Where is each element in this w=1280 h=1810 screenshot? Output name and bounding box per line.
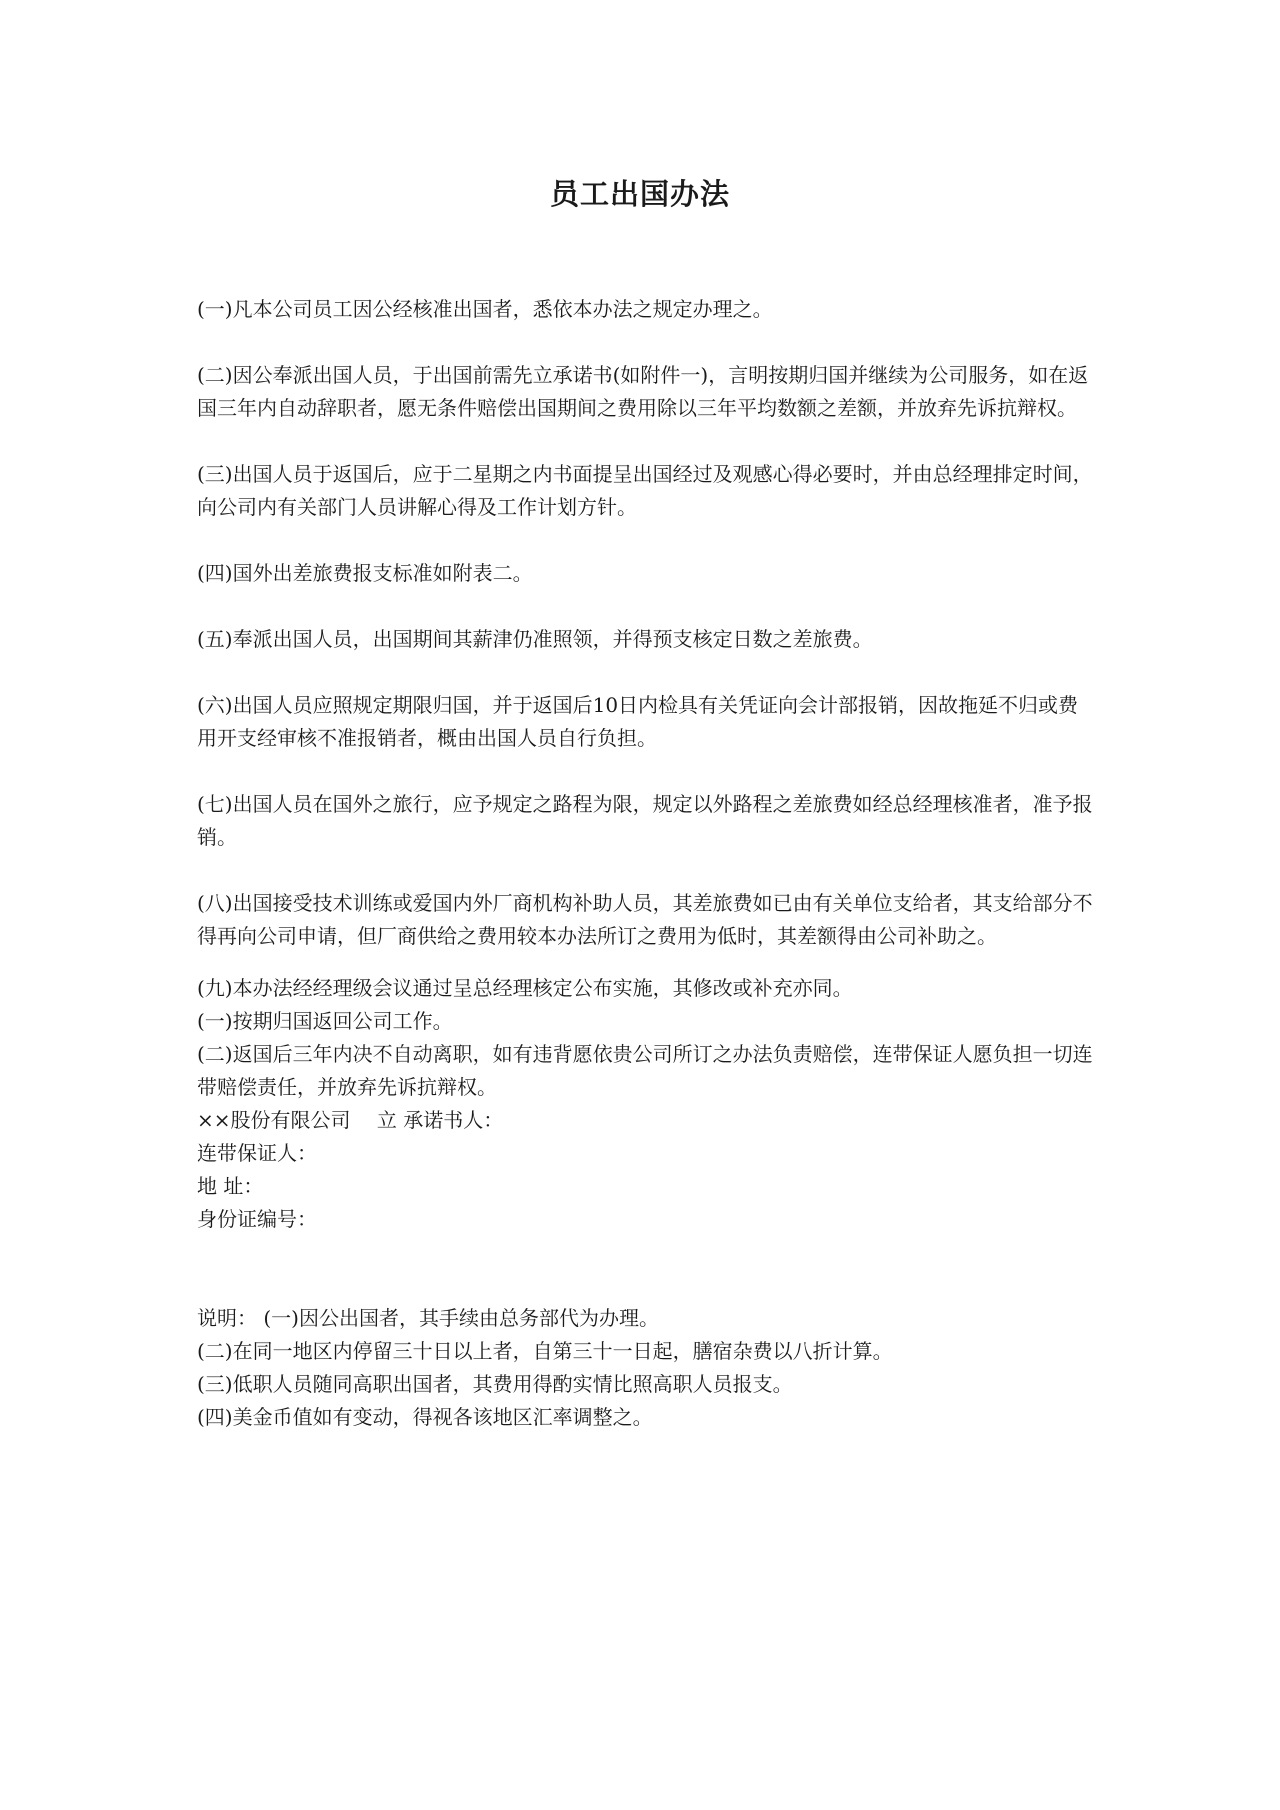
note-4: (四)美金币值如有变动，得视各该地区汇率调整之。: [197, 1405, 653, 1429]
id-number-line: 身份证编号：: [197, 1207, 317, 1231]
address-line: 地 址：: [197, 1174, 264, 1198]
document-title: 员工出国办法: [549, 177, 730, 211]
article-3: (三)出国人员于返国后，应于二星期之内书面提呈出国经过及观感心得必要时，并由总经理排定时间，向公司内有关部门人员讲解心得及工作计划方针。: [197, 462, 1093, 519]
commitment-item-2: (二)返国后三年内决不自动离职，如有违背愿依贵公司所订之办法负责赔偿，连带保证人愿负担一切连带赔偿责任，并放弃先诉抗辩权。: [197, 1042, 1093, 1099]
article-6: (六)出国人员应照规定期限归国，并于返国后10日内检具有关凭证向会计部报销，因故拖延不归或费用开支经审核不准报销者，概由出国人员自行负担。: [197, 693, 1079, 750]
note-3: (三)低职人员随同高职出国者，其费用得酌实情比照高职人员报支。: [197, 1372, 793, 1396]
note-1: 说明： (一)因公出国者，其手续由总务部代为办理。: [197, 1306, 659, 1330]
article-5: (五)奉派出国人员，出国期间其薪津仍准照领，并得预支核定日数之差旅费。: [197, 627, 873, 651]
signatory-line: ××股份有限公司 立 承诺书人：: [197, 1108, 504, 1132]
article-1: (一)凡本公司员工因公经核准出国者，悉依本办法之规定办理之。: [197, 297, 773, 321]
article-9: (九)本办法经经理级会议通过呈总经理核定公布实施，其修改或补充亦同。: [197, 976, 853, 1000]
guarantor-line: 连带保证人：: [197, 1141, 317, 1165]
commitment-item-1: (一)按期归国返回公司工作。: [197, 1009, 453, 1033]
article-8: (八)出国接受技术训练或爱国内外厂商机构补助人员，其差旅费如已由有关单位支给者，其支给部分不得再向公司申请，但厂商供给之费用较本办法所订之费用为低时，其差额得由公司补助之。: [197, 891, 1093, 948]
document-body: [197, 293, 1093, 1434]
note-2: (二)在同一地区内停留三十日以上者，自第三十一日起，膳宿杂费以八折计算。: [197, 1339, 893, 1363]
article-2: (二)因公奉派出国人员，于出国前需先立承诺书(如附件一)，言明按期归国并继续为公司服务，如在返国三年内自动辞职者，愿无条件赔偿出国期间之费用除以三年平均数额之差额，并放弃先诉抗辩权。: [197, 363, 1089, 420]
article-4: (四)国外出差旅费报支标准如附表二。: [197, 561, 533, 585]
article-7: (七)出国人员在国外之旅行，应予规定之路程为限，规定以外路程之差旅费如经总经理核准者，准予报销。: [197, 792, 1093, 849]
